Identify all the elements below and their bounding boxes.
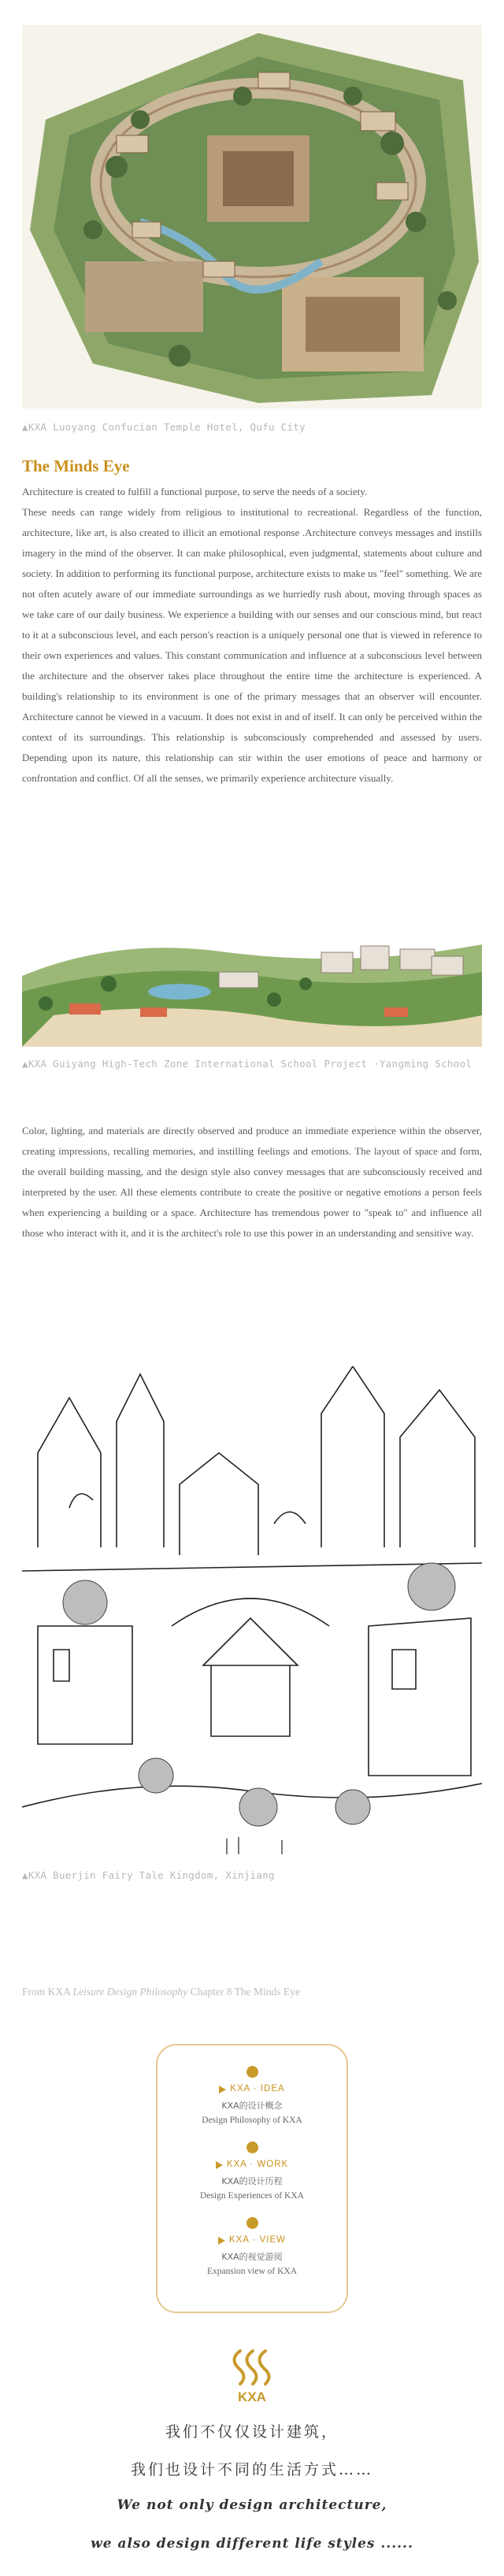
temple-hotel-image [22,25,482,408]
logo-text: KXA [238,2389,266,2404]
flag-icon [218,2237,225,2245]
menu-item-label: KXA · VIEW [229,2235,286,2245]
menu-item-work[interactable] [158,2142,346,2201]
article-title: The Minds Eye [22,456,130,475]
slogan-en-line: We not only design architecture, [117,2497,387,2513]
menu-item-en: Design Experiences of KXA [200,2191,304,2201]
flag-icon [219,2086,226,2094]
article-paragraph: Color, lighting, and materials are directly observed and produce an immediate experience within the observer, creating impressions, recalling memories, and instilling feelings and emotions. The layout of space and form, the overall building massing, and the design style also convey messages that are subconsciously received and interpreted by the user. All these elements contribute to create the positive or negative emotions a person feels when experiencing a building or a space. Architecture has tremendous power to "speak to" and influence all those who interact with it, and it is the architect's role to use this power in an understanding and sensitive way. [22,1125,482,1239]
menu-item-cn: KXA的视觉游阅 [221,2252,283,2262]
flag-icon [216,2161,223,2169]
menu-item-en: Expansion view of KXA [206,2267,298,2276]
article-source: From KXA Leisure Design Philosophy Chapter 8 The Minds Eye [22,1986,300,1998]
kxa-logo-icon [224,2341,280,2404]
menu-item-en: Design Philosophy of KXA [202,2116,302,2125]
menu-item-view[interactable] [158,2217,346,2276]
slogan-cn-line: 我们不仅仅设计建筑， [165,2423,339,2441]
image-caption: ▲KXA Guiyang High-Tech Zone International School Project ·Yangming School [22,1058,472,1070]
article-paragraph: These needs can range widely from religious to institutional to recreational. Regardless of the function, architecture, like art, is also created to illicit an emotional response .Architecture conveys messages and instills imagery in the mind of the observer. It can make philosophical, even judgmental, statements about culture and society. In addition to performing its functional purpose, architecture exists to make us "feel" something. We are not often acutely aware of our immediate surroundings as we hurriedly rush about, moving through spaces as we take care of our daily business. We experience a building with our senses and our conscious mind, but react to it at a subconscious level, and each person's reaction is a uniquely personal one that is viewed in reference to their own experiences and values. This constant communication and influence at a subconscious level between the architecture and the observer takes place throughout the entire time the architecture is experienced. A building's relationship to its environment is one of the primary messages that an observer will encounter. Architecture cannot be viewed in a vacuum. It does not exist in and of itself. It can only be perceived within the context of its surroundings. This relationship is subconsciously comprehended and assessed by users. Depending upon its nature, this relationship can stir within the user emotions of peace and harmony or confrontation and conflict. Of all the senses, we primarily experience architecture visually. [22,506,482,784]
image-caption: ▲KXA Luoyang Confucian Temple Hotel, Qufu City [22,421,306,433]
slogan-cn-line: 我们也设计不同的生活方式…… [130,2461,373,2478]
school-project-image [22,929,482,1047]
kxa-logo [224,2341,280,2404]
menu-item-cn: KXA的设计概念 [221,2101,283,2111]
slogan-en-line: we also design different life styles ...... [91,2536,413,2552]
dot-icon [246,2217,258,2229]
book-title: Leisure Design Philosophy [72,1986,188,1998]
kxa-menu-card [156,2044,348,2313]
menu-item-label: KXA · IDEA [230,2084,285,2094]
landscape-panorama-painting-icon [22,929,482,1047]
dot-icon [246,2142,258,2153]
menu-item-idea[interactable] [158,2066,346,2125]
campus-aerial-painting-icon [22,25,482,408]
dot-icon [246,2066,258,2078]
menu-item-label: KXA · WORK [226,2160,289,2169]
image-caption: ▲KXA Buerjin Fairy Tale Kingdom, Xinjiang [22,1869,275,1881]
fairy-tale-kingdom-image [22,1366,482,1858]
menu-item-cn: KXA的设计历程 [221,2176,283,2186]
ink-sketch-townscape-icon [22,1366,482,1858]
article-paragraph: Architecture is created to fulfill a functional purpose, to serve the needs of a society. [22,486,368,497]
